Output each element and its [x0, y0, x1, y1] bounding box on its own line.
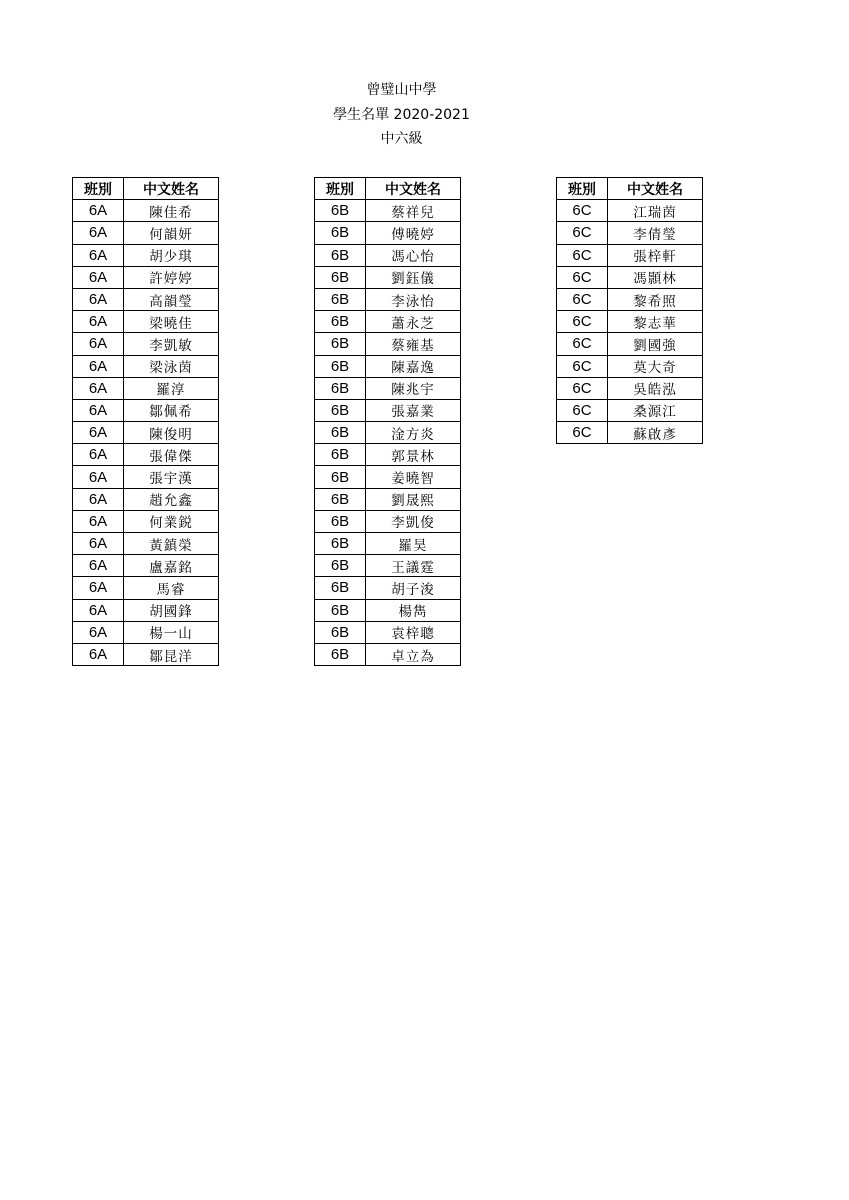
table-row — [315, 266, 461, 288]
class-cell: 6B — [315, 244, 366, 266]
student-name-cell: 蔡雍基 — [366, 333, 461, 355]
student-name-cell: 劉國強 — [608, 333, 703, 355]
class-cell: 6B — [315, 377, 366, 399]
school-name: 曾璧山中學 — [366, 82, 437, 98]
class-cell: 6C — [557, 355, 608, 377]
table-row — [315, 599, 461, 621]
class-cell: 6B — [315, 466, 366, 488]
table-row — [73, 222, 219, 244]
table-row — [73, 555, 219, 577]
class-cell: 6C — [557, 244, 608, 266]
class-cell: 6C — [557, 333, 608, 355]
student-name-cell: 何業鋭 — [124, 510, 219, 532]
class-cell: 6C — [557, 422, 608, 444]
class-cell: 6C — [557, 399, 608, 421]
table-row — [557, 333, 703, 355]
name-column-header: 中文姓名 — [124, 178, 219, 200]
class-cell: 6C — [557, 377, 608, 399]
class-cell: 6B — [315, 200, 366, 222]
class-cell: 6C — [557, 266, 608, 288]
student-name-cell: 張嘉業 — [366, 399, 461, 421]
student-name-cell: 陳佳希 — [124, 200, 219, 222]
student-name-cell: 蕭永芝 — [366, 311, 461, 333]
class-cell: 6B — [315, 599, 366, 621]
student-name-cell: 黎志華 — [608, 311, 703, 333]
table-row — [315, 288, 461, 310]
table-row — [557, 266, 703, 288]
student-name-cell: 王議霆 — [366, 555, 461, 577]
table-row — [73, 422, 219, 444]
class-cell: 6A — [73, 533, 124, 555]
table-row — [73, 333, 219, 355]
class-cell: 6B — [315, 355, 366, 377]
class-cell: 6B — [315, 510, 366, 532]
class-cell: 6A — [73, 355, 124, 377]
class-cell: 6C — [557, 222, 608, 244]
student-name-cell: 趙允鑫 — [124, 488, 219, 510]
table-row — [557, 355, 703, 377]
student-name-cell: 張偉傑 — [124, 444, 219, 466]
table-row — [315, 643, 461, 665]
table-row — [315, 311, 461, 333]
table-row — [73, 577, 219, 599]
table-row — [73, 377, 219, 399]
class-cell: 6C — [557, 288, 608, 310]
class-cell: 6B — [315, 399, 366, 421]
table-row — [315, 244, 461, 266]
class-cell: 6A — [73, 643, 124, 665]
table-row — [73, 444, 219, 466]
student-name-cell: 鄒昆洋 — [124, 643, 219, 665]
grade-label: 中六級 — [380, 131, 423, 147]
class-cell: 6B — [315, 422, 366, 444]
class-6b-table — [314, 177, 461, 666]
student-name-cell: 李凱俊 — [366, 510, 461, 532]
student-name-cell: 胡少琪 — [124, 244, 219, 266]
student-name-cell: 莫大奇 — [608, 355, 703, 377]
student-name-cell: 郭景林 — [366, 444, 461, 466]
student-name-cell: 劉鈺儀 — [366, 266, 461, 288]
table-row — [557, 422, 703, 444]
table-row — [315, 422, 461, 444]
table-row — [315, 377, 461, 399]
student-name-cell: 楊雋 — [366, 599, 461, 621]
student-name-cell: 盧嘉銘 — [124, 555, 219, 577]
class-cell: 6B — [315, 577, 366, 599]
table-row — [557, 311, 703, 333]
student-name-cell: 袁梓聰 — [366, 621, 461, 643]
table-row — [315, 555, 461, 577]
class-cell: 6C — [557, 311, 608, 333]
class-cell: 6A — [73, 621, 124, 643]
table-row — [73, 466, 219, 488]
class-cell: 6B — [315, 488, 366, 510]
student-name-cell: 何韻妍 — [124, 222, 219, 244]
table-row — [73, 488, 219, 510]
student-name-cell: 羅昊 — [366, 533, 461, 555]
table-row — [315, 621, 461, 643]
class-cell: 6A — [73, 311, 124, 333]
table-row — [315, 355, 461, 377]
table-row — [315, 488, 461, 510]
class-cell: 6A — [73, 488, 124, 510]
class-cell: 6B — [315, 444, 366, 466]
student-name-cell: 李凱敏 — [124, 333, 219, 355]
class-cell: 6B — [315, 333, 366, 355]
student-name-cell: 鄒佩希 — [124, 399, 219, 421]
class-cell: 6B — [315, 555, 366, 577]
table-row — [315, 333, 461, 355]
table-row — [315, 399, 461, 421]
student-name-cell: 江瑞茵 — [608, 200, 703, 222]
class-cell: 6A — [73, 266, 124, 288]
table-row — [73, 355, 219, 377]
table-row — [557, 222, 703, 244]
student-name-cell: 張梓軒 — [608, 244, 703, 266]
class-cell: 6B — [315, 533, 366, 555]
class-6a-table — [72, 177, 219, 666]
table-row — [73, 643, 219, 665]
class-cell: 6A — [73, 599, 124, 621]
student-name-cell: 黃鎮榮 — [124, 533, 219, 555]
student-name-cell: 傅曉婷 — [366, 222, 461, 244]
class-cell: 6B — [315, 288, 366, 310]
student-name-cell: 胡子浚 — [366, 577, 461, 599]
table-row — [557, 244, 703, 266]
table-row — [73, 266, 219, 288]
student-name-cell: 李倩瑩 — [608, 222, 703, 244]
name-column-header: 中文姓名 — [366, 178, 461, 200]
student-name-cell: 蘇啟彥 — [608, 422, 703, 444]
student-name-cell: 羅淳 — [124, 377, 219, 399]
table-row — [315, 444, 461, 466]
name-column-header: 中文姓名 — [608, 178, 703, 200]
class-cell: 6A — [73, 244, 124, 266]
student-name-cell: 李泳怡 — [366, 288, 461, 310]
table-row — [73, 399, 219, 421]
class-column-header: 班別 — [73, 178, 124, 200]
student-name-cell: 楊一山 — [124, 621, 219, 643]
student-name-cell: 卓立為 — [366, 643, 461, 665]
table-row — [73, 599, 219, 621]
table-row — [315, 577, 461, 599]
class-cell: 6A — [73, 288, 124, 310]
document-title: 學生名單 2020-2021 — [333, 106, 470, 123]
table-header-row — [315, 178, 461, 200]
table-row — [73, 244, 219, 266]
class-cell: 6A — [73, 577, 124, 599]
student-name-cell: 陳嘉逸 — [366, 355, 461, 377]
table-row — [315, 200, 461, 222]
student-name-cell: 姜曉智 — [366, 466, 461, 488]
class-cell: 6A — [73, 333, 124, 355]
class-column-header: 班別 — [557, 178, 608, 200]
student-name-cell: 劉晟熙 — [366, 488, 461, 510]
student-name-cell: 馮顥林 — [608, 266, 703, 288]
table-row — [73, 621, 219, 643]
student-name-cell: 吳皓泓 — [608, 377, 703, 399]
class-cell: 6B — [315, 222, 366, 244]
student-name-cell: 黎希照 — [608, 288, 703, 310]
student-name-cell: 馬睿 — [124, 577, 219, 599]
table-row — [315, 222, 461, 244]
student-name-cell: 馮心怡 — [366, 244, 461, 266]
table-header-row — [73, 178, 219, 200]
table-row — [557, 399, 703, 421]
document-header — [0, 78, 803, 152]
class-cell: 6B — [315, 643, 366, 665]
student-name-cell: 胡國鋒 — [124, 599, 219, 621]
student-name-cell: 蔡祥兒 — [366, 200, 461, 222]
student-name-cell: 陳兆宇 — [366, 377, 461, 399]
student-name-cell: 高韻瑩 — [124, 288, 219, 310]
table-header-row — [557, 178, 703, 200]
class-cell: 6A — [73, 399, 124, 421]
class-cell: 6C — [557, 200, 608, 222]
class-cell: 6A — [73, 377, 124, 399]
table-row — [315, 466, 461, 488]
class-cell: 6B — [315, 621, 366, 643]
table-row — [557, 377, 703, 399]
table-row — [73, 533, 219, 555]
table-row — [557, 200, 703, 222]
class-cell: 6A — [73, 200, 124, 222]
class-column-header: 班別 — [315, 178, 366, 200]
student-name-cell: 梁泳茵 — [124, 355, 219, 377]
table-row — [315, 533, 461, 555]
student-name-cell: 梁曉佳 — [124, 311, 219, 333]
student-name-cell: 桑源江 — [608, 399, 703, 421]
class-cell: 6B — [315, 266, 366, 288]
class-cell: 6A — [73, 444, 124, 466]
class-cell: 6A — [73, 555, 124, 577]
class-cell: 6B — [315, 311, 366, 333]
class-6c-table — [556, 177, 703, 444]
student-name-cell: 許婷婷 — [124, 266, 219, 288]
table-row — [73, 200, 219, 222]
table-row — [557, 288, 703, 310]
class-cell: 6A — [73, 422, 124, 444]
student-name-cell: 淦方炎 — [366, 422, 461, 444]
table-row — [73, 510, 219, 532]
student-name-cell: 陳俊明 — [124, 422, 219, 444]
class-cell: 6A — [73, 510, 124, 532]
class-cell: 6A — [73, 222, 124, 244]
class-cell: 6A — [73, 466, 124, 488]
table-row — [315, 510, 461, 532]
table-row — [73, 311, 219, 333]
student-name-cell: 張宇漢 — [124, 466, 219, 488]
table-row — [73, 288, 219, 310]
